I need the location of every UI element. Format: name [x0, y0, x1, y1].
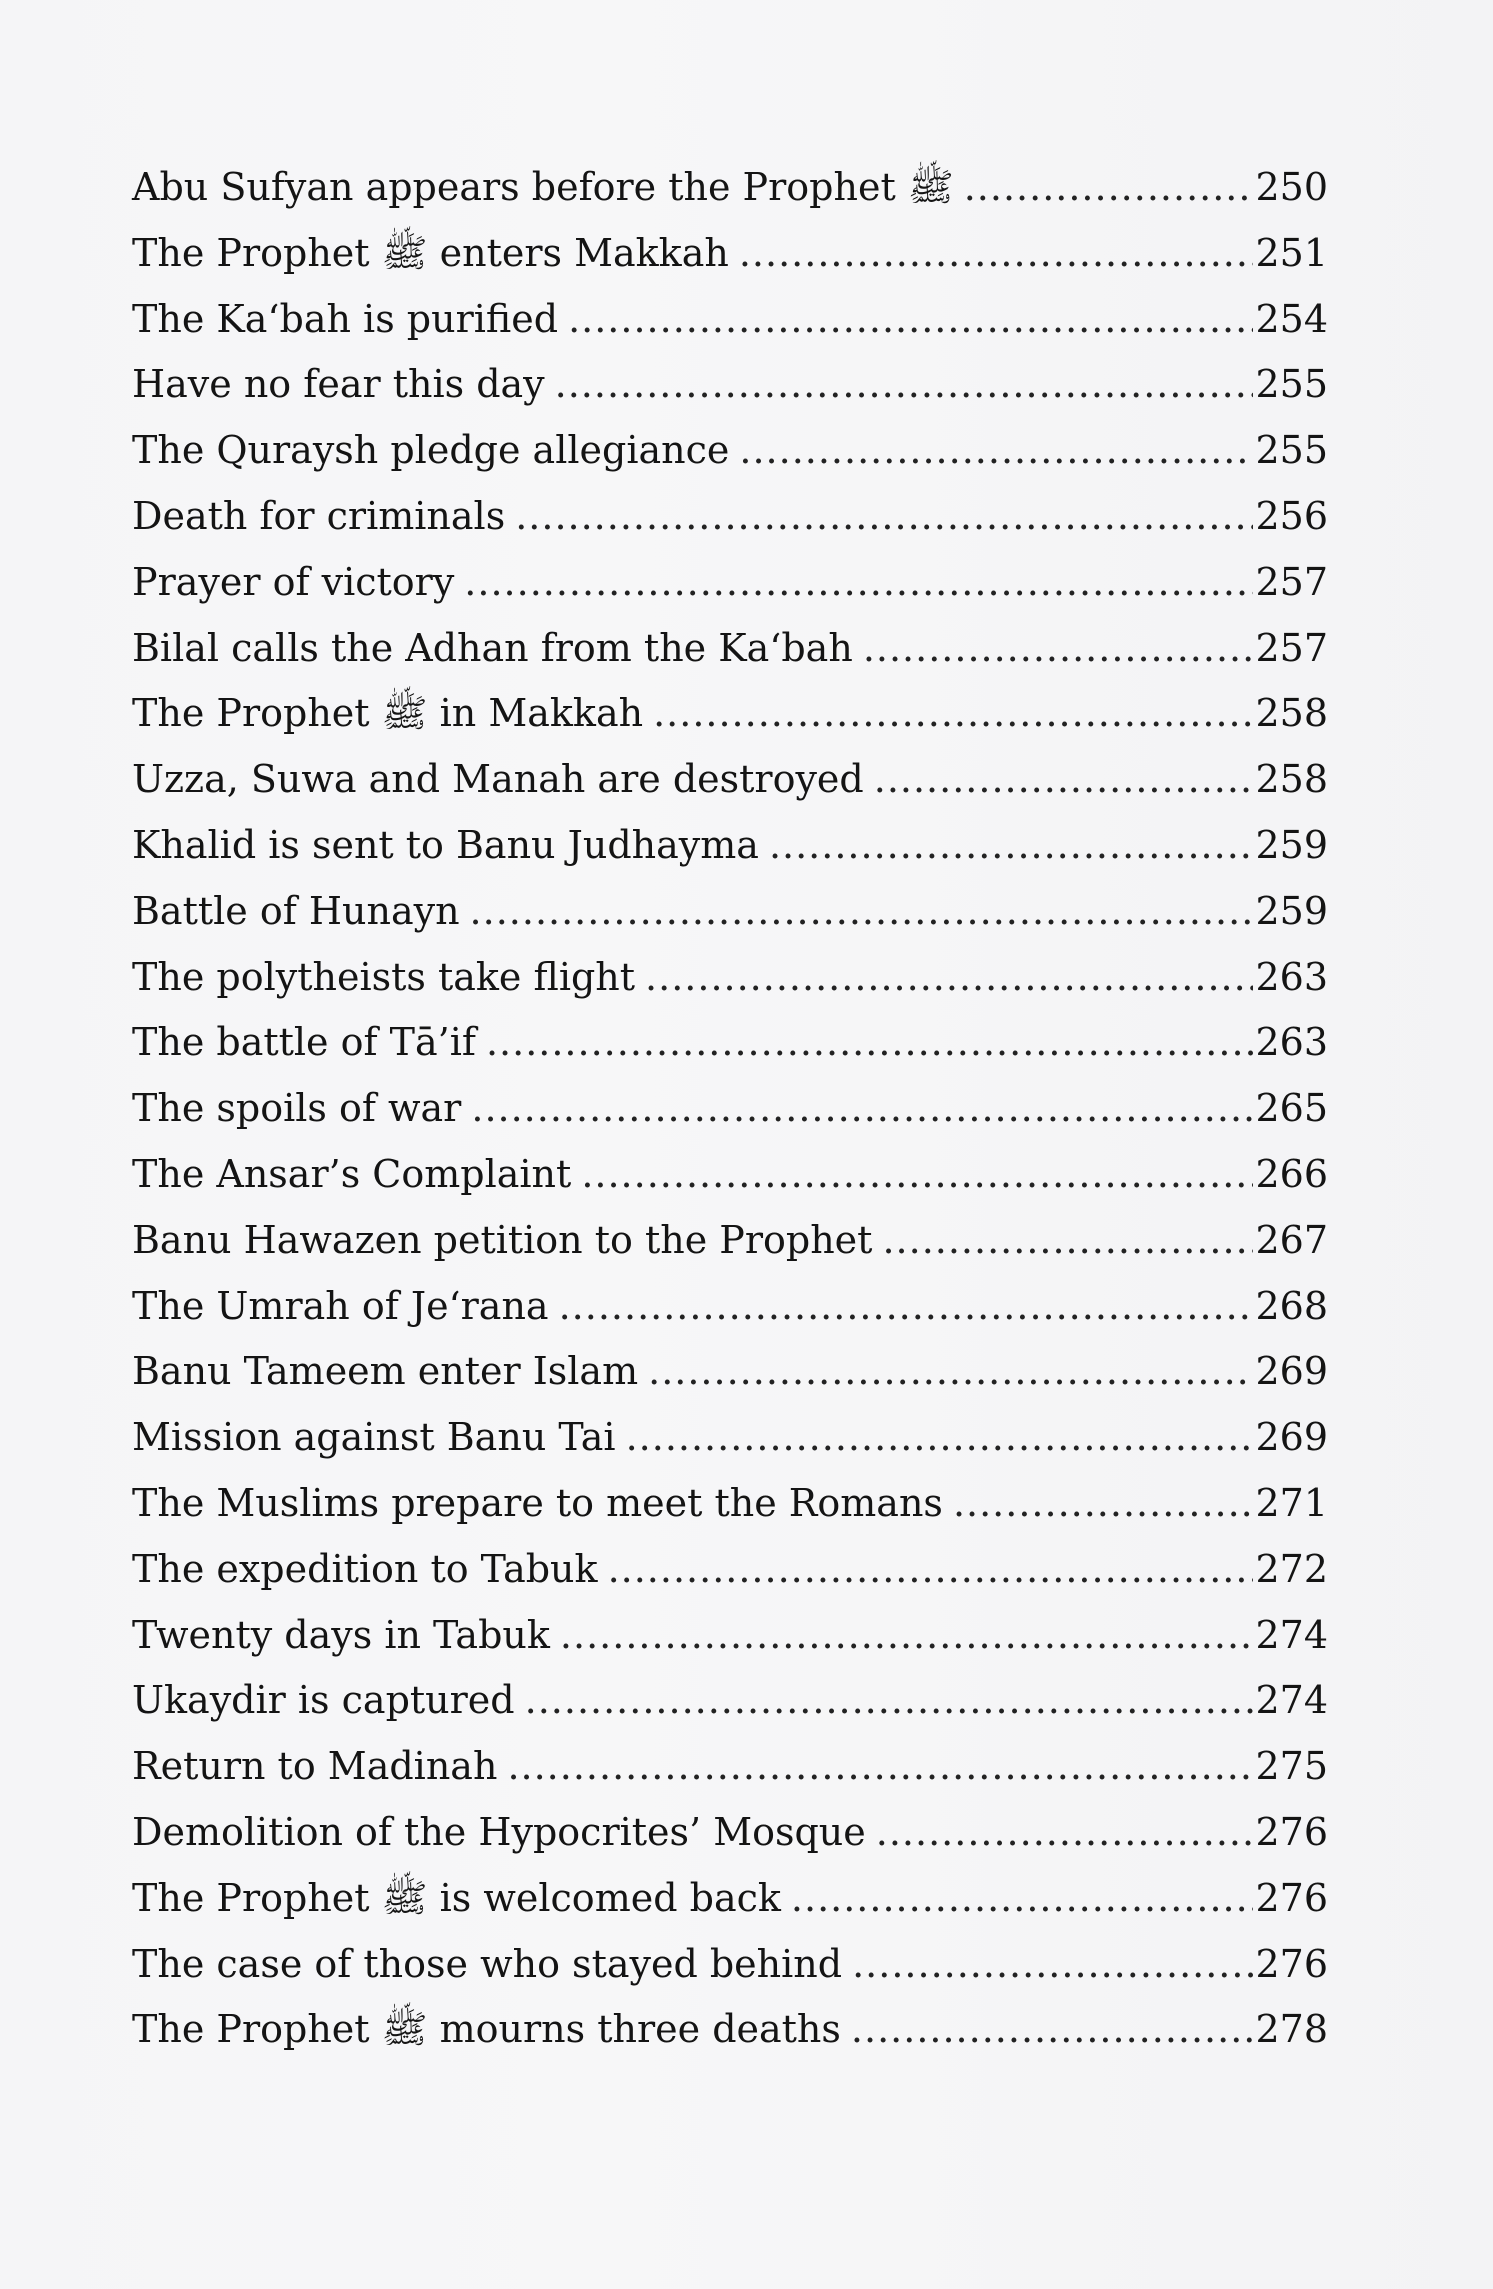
- toc-entry-title: Bilal calls the Adhan from the Ka‘bah: [132, 625, 853, 670]
- toc-entry-title: Death for criminals: [132, 493, 506, 538]
- toc-entry-page: 263: [1255, 1020, 1328, 1065]
- dot-leader: [560, 1613, 1254, 1659]
- toc-entry-title: Prayer of victory: [132, 559, 455, 604]
- toc-entry: [132, 691, 1328, 757]
- toc-entry: [132, 1744, 1328, 1810]
- toc-entry-title: Khalid is sent to Banu Judhayma: [132, 822, 759, 867]
- toc-entry-page: 274: [1255, 1612, 1328, 1657]
- toc-entry: [132, 1678, 1328, 1744]
- dot-leader: [470, 889, 1254, 935]
- dot-leader: [515, 494, 1253, 540]
- toc-entry-title: The Muslims prepare to meet the Romans: [132, 1480, 943, 1525]
- toc-entry-title: The Ka‘bah is purified: [132, 296, 559, 341]
- toc-entry-page: 275: [1255, 1744, 1328, 1789]
- toc-entry-title: The Prophet ﷺ in Makkah: [132, 691, 644, 736]
- toc-entry-page: 255: [1255, 362, 1328, 407]
- toc-entry-page: 254: [1255, 296, 1328, 341]
- toc-entry-page: 276: [1255, 1941, 1328, 1986]
- dot-leader: [851, 2007, 1254, 2053]
- toc-entry: [132, 1481, 1328, 1547]
- toc-entry: [132, 1810, 1328, 1876]
- dot-leader: [791, 1876, 1254, 1922]
- toc-entry: [132, 1086, 1328, 1152]
- dot-leader: [953, 1481, 1254, 1527]
- toc-entry: [132, 1613, 1328, 1679]
- toc-entry-page: 271: [1255, 1480, 1328, 1525]
- toc-entry-page: 265: [1255, 1086, 1328, 1131]
- toc-entry-page: 250: [1255, 165, 1328, 209]
- toc-entry: [132, 1547, 1328, 1613]
- dot-leader: [464, 560, 1253, 606]
- toc-entry-title: The Prophet ﷺ is welcomed back: [132, 1875, 781, 1920]
- toc-entry-page: 274: [1255, 1678, 1328, 1723]
- table-of-contents: [132, 165, 1328, 2073]
- toc-entry: [132, 2007, 1328, 2073]
- toc-entry-title: Demolition of the Hypocrites’ Mosque: [132, 1809, 866, 1854]
- toc-entry-title: The Quraysh pledge allegiance: [132, 428, 730, 473]
- toc-entry-title: The Prophet ﷺ enters Makkah: [132, 230, 729, 275]
- toc-entry-page: 272: [1255, 1546, 1328, 1591]
- toc-entry: [132, 1349, 1328, 1415]
- toc-entry: [132, 165, 1328, 231]
- dot-leader: [581, 1152, 1253, 1198]
- dot-leader: [739, 231, 1254, 277]
- dot-leader: [852, 1942, 1253, 1988]
- toc-entry-page: 257: [1255, 625, 1328, 670]
- toc-entry: [132, 231, 1328, 297]
- toc-entry-page: 257: [1255, 559, 1328, 604]
- dot-leader: [874, 757, 1254, 803]
- toc-entry: [132, 823, 1328, 889]
- toc-entry-title: The Umrah of Je‘rana: [132, 1283, 549, 1328]
- toc-entry-title: The polytheists take flight: [132, 954, 636, 999]
- toc-entry: [132, 1415, 1328, 1481]
- dot-leader: [626, 1415, 1254, 1461]
- dot-leader: [964, 165, 1254, 211]
- toc-entry: [132, 626, 1328, 692]
- toc-entry-page: 256: [1255, 493, 1328, 538]
- toc-entry-title: Mission against Banu Tai: [132, 1415, 616, 1460]
- toc-entry-page: 263: [1255, 954, 1328, 999]
- dot-leader: [555, 362, 1254, 408]
- dot-leader: [608, 1547, 1254, 1593]
- toc-entry: [132, 955, 1328, 1021]
- toc-entry-page: 276: [1255, 1875, 1328, 1920]
- toc-entry-title: Ukaydir is captured: [132, 1678, 515, 1723]
- toc-entry: [132, 297, 1328, 363]
- toc-entry: [132, 1942, 1328, 2008]
- toc-entry-title: Uzza, Suwa and Manah are destroyed: [132, 757, 864, 802]
- toc-entry-title: The expedition to Tabuk: [132, 1546, 598, 1591]
- toc-entry: [132, 362, 1328, 428]
- toc-entry: [132, 1218, 1328, 1284]
- dot-leader: [653, 691, 1253, 737]
- toc-entry: [132, 1284, 1328, 1350]
- dot-leader: [882, 1218, 1253, 1264]
- toc-entry-title: Have no fear this day: [132, 362, 545, 407]
- toc-entry: [132, 560, 1328, 626]
- toc-entry-page: 255: [1255, 428, 1328, 473]
- dot-leader: [568, 297, 1253, 343]
- toc-entry-title: The battle of Tā’if: [132, 1020, 476, 1065]
- toc-entry: [132, 428, 1328, 494]
- toc-entry-page: 258: [1255, 757, 1328, 802]
- toc-entry-title: The spoils of war: [132, 1086, 462, 1131]
- dot-leader: [525, 1678, 1254, 1724]
- dot-leader: [486, 1020, 1254, 1066]
- dot-leader: [769, 823, 1254, 869]
- toc-entry: [132, 1876, 1328, 1942]
- dot-leader: [648, 1349, 1253, 1395]
- dot-leader: [559, 1284, 1254, 1330]
- toc-entry-title: Return to Madinah: [132, 1744, 498, 1789]
- toc-entry-page: 269: [1255, 1349, 1328, 1394]
- toc-entry-title: The case of those who stayed behind: [132, 1941, 843, 1986]
- toc-entry-page: 269: [1255, 1415, 1328, 1460]
- toc-entry-page: 276: [1255, 1809, 1328, 1854]
- toc-entry-page: 258: [1255, 691, 1328, 736]
- toc-entry-page: 251: [1255, 230, 1328, 275]
- dot-leader: [863, 626, 1254, 672]
- dot-leader: [645, 955, 1253, 1001]
- toc-entry-page: 267: [1255, 1217, 1328, 1262]
- toc-entry-page: 266: [1255, 1151, 1328, 1196]
- toc-entry-title: Battle of Hunayn: [132, 888, 460, 933]
- toc-entry-page: 268: [1255, 1283, 1328, 1328]
- dot-leader: [876, 1810, 1254, 1856]
- toc-entry-title: The Ansar’s Complaint: [132, 1151, 572, 1196]
- toc-entry: [132, 1152, 1328, 1218]
- toc-entry: [132, 494, 1328, 560]
- toc-entry: [132, 1020, 1328, 1086]
- toc-entry-page: 259: [1255, 822, 1328, 867]
- toc-entry-title: Banu Hawazen petition to the Prophet: [132, 1217, 873, 1262]
- toc-entry-title: The Prophet ﷺ mourns three deaths: [132, 2007, 841, 2052]
- toc-entry-title: Abu Sufyan appears before the Prophet ﷺ: [132, 165, 954, 209]
- toc-entry-page: 278: [1255, 2007, 1328, 2052]
- dot-leader: [507, 1744, 1253, 1790]
- dot-leader: [739, 428, 1253, 474]
- toc-entry-page: 259: [1255, 888, 1328, 933]
- toc-entry: [132, 889, 1328, 955]
- toc-entry-title: Banu Tameem enter Islam: [132, 1349, 639, 1394]
- toc-entry: [132, 757, 1328, 823]
- dot-leader: [471, 1086, 1253, 1132]
- toc-entry-title: Twenty days in Tabuk: [132, 1612, 550, 1657]
